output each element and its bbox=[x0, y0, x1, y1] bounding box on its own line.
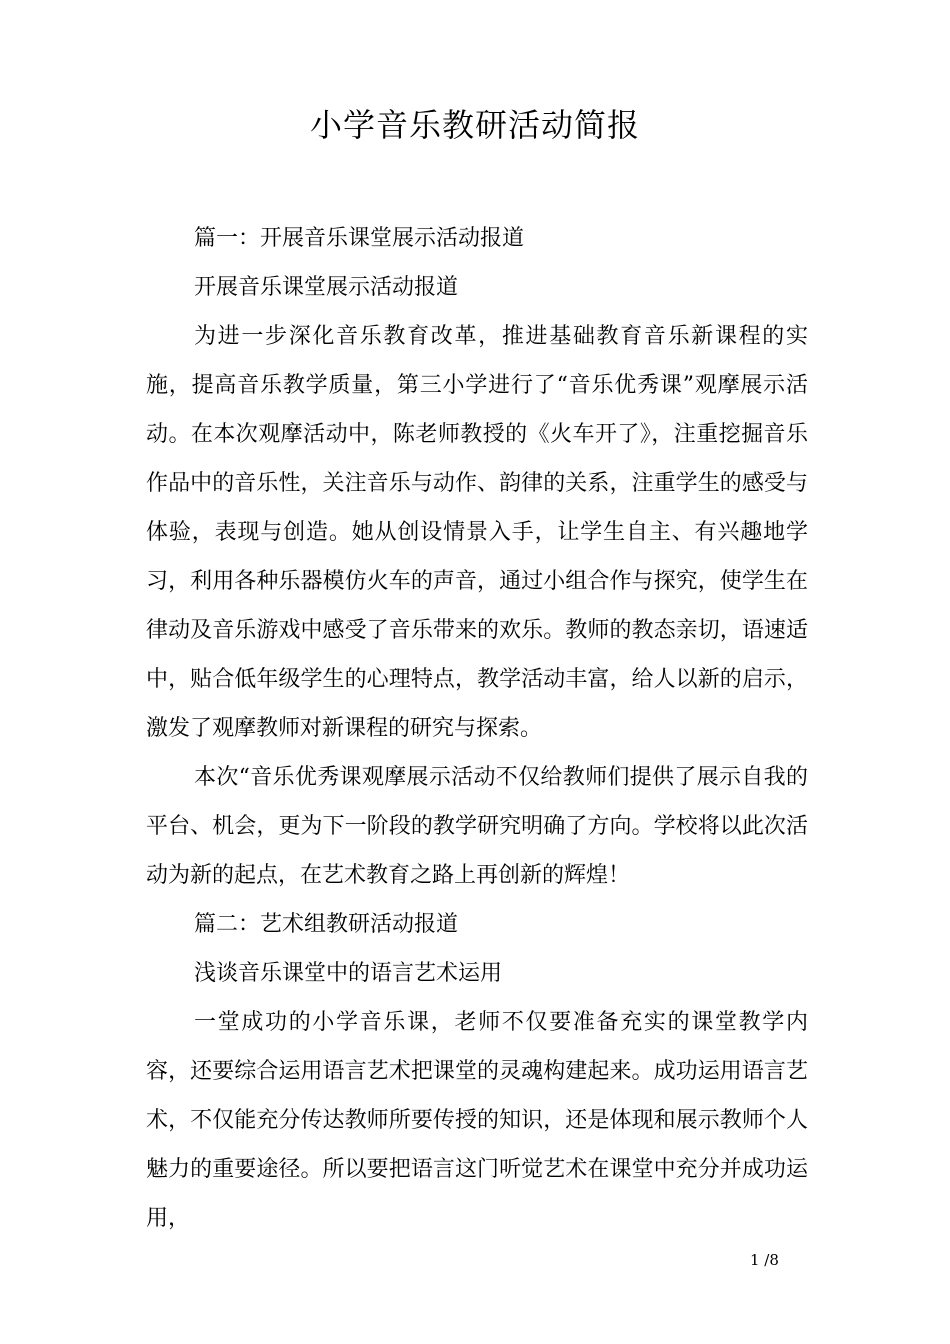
section-heading-1: 篇一：开展音乐课堂展示活动报道 bbox=[194, 226, 525, 251]
document-body bbox=[146, 214, 808, 1243]
page-number: 1 /8 bbox=[750, 1251, 779, 1269]
article-title-1: 开展音乐课堂展示活动报道 bbox=[194, 275, 459, 300]
section-heading-2: 篇二：艺术组教研活动报道 bbox=[194, 912, 459, 937]
paragraph: 为进一步深化音乐教育改革，推进基础教育音乐新课程的实施，提高音乐教学质量，第三小学进行了“音乐优秀课”观摩展示活动。在本次观摩活动中，陈老师教授的《火车开了》，注重挖掘音乐作品中的音乐性，关注音乐与动作、韵律的关系，注重学生的感受与体验，表现与创造。她从创设情景入手，让学生自主、有兴趣地学习，利用各种乐器模仿火车的声音，通过小组合作与探究，使学生在律动及音乐游戏中感受了音乐带来的欢乐。教师的教态亲切，语速适中，贴合低年级学生的心理特点，教学活动丰富，给人以新的启示，激发了观摩教师对新课程的研究与探索。 bbox=[146, 324, 808, 741]
paragraph: 本次“音乐优秀课观摩展示活动不仅给教师们提供了展示自我的平台、机会，更为下一阶段的教学研究明确了方向。学校将以此次活动为新的起点，在艺术教育之路上再创新的辉煌！ bbox=[146, 765, 808, 888]
paragraph: 一堂成功的小学音乐课，老师不仅要准备充实的课堂教学内容，还要综合运用语言艺术把课堂的灵魂构建起来。成功运用语言艺术，不仅能充分传达教师所要传授的知识，还是体现和展示教师个人魅力的重要途径。所以要把语言这门听觉艺术在课堂中充分并成功运用， bbox=[146, 1010, 808, 1231]
article-title-2: 浅谈音乐课堂中的语言艺术运用 bbox=[194, 961, 503, 986]
document-title: 小学音乐教研活动简报 bbox=[309, 106, 640, 144]
